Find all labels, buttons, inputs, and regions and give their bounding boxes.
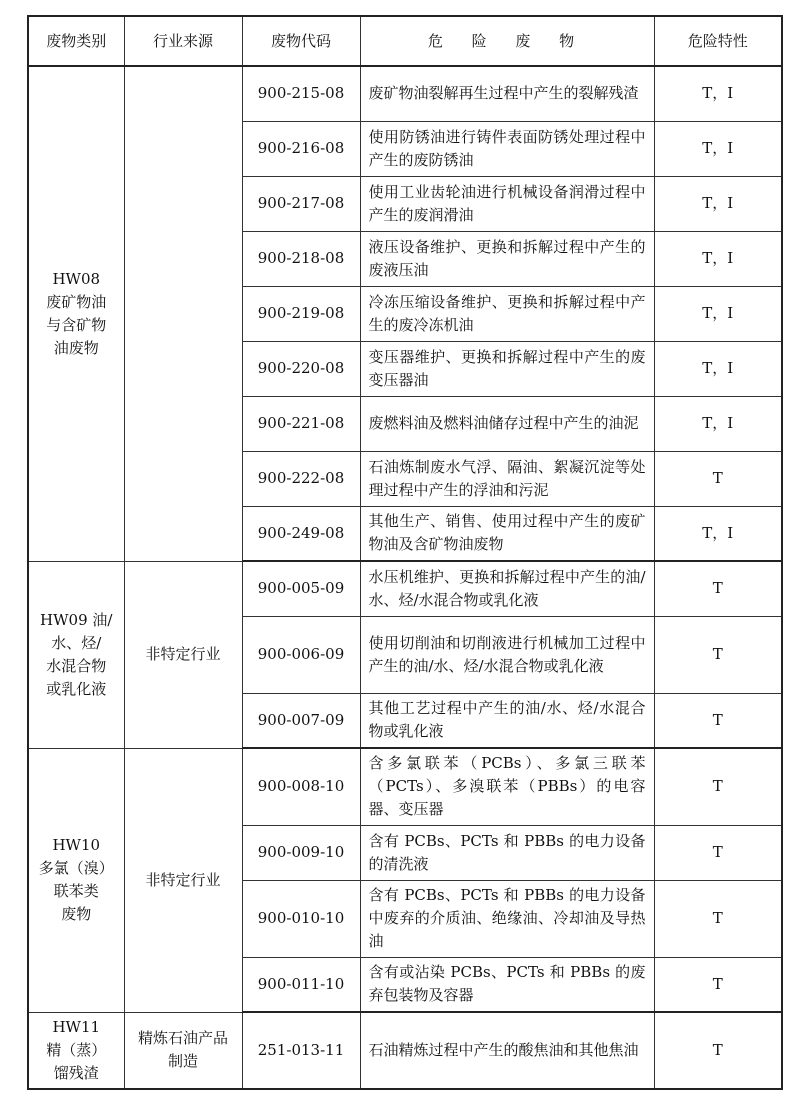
waste-code: 900-216-08 (242, 121, 360, 176)
waste-description: 使用切削油和切削液进行机械加工过程中产生的油/水、烃/水混合物或乳化液 (360, 616, 654, 693)
waste-description: 冷冻压缩设备维护、更换和拆解过程中产生的废冷冻机油 (360, 286, 654, 341)
category-line: HW11 (52, 1017, 101, 1036)
table-row (28, 748, 782, 825)
waste-description: 变压器维护、更换和拆解过程中产生的废变压器油 (360, 341, 654, 396)
waste-description: 其他工艺过程中产生的油/水、烃/水混合物或乳化液 (360, 693, 654, 748)
category-line: 废矿物油 (46, 292, 107, 311)
waste-code: 900-009-10 (242, 825, 360, 880)
waste-code: 900-218-08 (242, 231, 360, 286)
hazard-feature: T，I (654, 506, 782, 561)
waste-description: 石油炼制废水气浮、隔油、絮凝沉淀等处理过程中产生的浮油和污泥 (360, 451, 654, 506)
industry-cell-hw11: 精炼石油产品制造 (124, 1012, 242, 1089)
waste-code: 900-008-10 (242, 748, 360, 825)
waste-code: 900-010-10 (242, 880, 360, 957)
hazard-feature: T (654, 957, 782, 1012)
waste-description: 含有 PCBs、PCTs 和 PBBs 的电力设备的清洗液 (360, 825, 654, 880)
waste-description: 水压机维护、更换和拆解过程中产生的油/水、烃/水混合物或乳化液 (360, 561, 654, 616)
waste-code: 900-220-08 (242, 341, 360, 396)
category-line: HW08 (52, 269, 101, 288)
industry-cell-hw09: 非特定行业 (124, 561, 242, 748)
industry-cell-hw10: 非特定行业 (124, 748, 242, 1012)
hazard-feature: T (654, 451, 782, 506)
category-line: 水、烃/ (51, 633, 102, 652)
header-hazard: 危 险 废 物 (360, 16, 654, 66)
header-industry: 行业来源 (124, 16, 242, 66)
waste-description: 废矿物油裂解再生过程中产生的裂解残渣 (360, 66, 654, 121)
header-feature: 危险特性 (654, 16, 782, 66)
waste-code: 900-249-08 (242, 506, 360, 561)
waste-code: 900-005-09 (242, 561, 360, 616)
waste-code: 900-217-08 (242, 176, 360, 231)
waste-description: 含有或沾染 PCBs、PCTs 和 PBBs 的废弃包装物及容器 (360, 957, 654, 1012)
table-row (28, 561, 782, 616)
hazard-feature: T，I (654, 396, 782, 451)
category-cell-hw10 (28, 748, 124, 1012)
category-line: 或乳化液 (46, 679, 107, 698)
waste-code: 900-221-08 (242, 396, 360, 451)
header-row (28, 16, 782, 66)
waste-code: 900-222-08 (242, 451, 360, 506)
waste-code: 900-215-08 (242, 66, 360, 121)
hazard-feature: T (654, 748, 782, 825)
table-row (28, 66, 782, 121)
category-line: 馏残渣 (53, 1063, 99, 1082)
hazard-feature: T，I (654, 231, 782, 286)
hazard-feature: T (654, 561, 782, 616)
header-category: 废物类别 (28, 16, 124, 66)
hazard-feature: T，I (654, 66, 782, 121)
industry-cell-hw08 (124, 66, 242, 561)
waste-code: 900-007-09 (242, 693, 360, 748)
hazard-feature: T (654, 693, 782, 748)
waste-description: 废燃料油及燃料油储存过程中产生的油泥 (360, 396, 654, 451)
category-line: 与含矿物 (46, 315, 107, 334)
waste-description: 使用防锈油进行铸件表面防锈处理过程中产生的废防锈油 (360, 121, 654, 176)
category-line: 油废物 (53, 338, 99, 357)
category-cell-hw11 (28, 1012, 124, 1089)
header-code: 废物代码 (242, 16, 360, 66)
waste-description: 其他生产、销售、使用过程中产生的废矿物油及含矿物油废物 (360, 506, 654, 561)
hazard-feature: T (654, 880, 782, 957)
waste-code: 900-219-08 (242, 286, 360, 341)
category-line: 联苯类 (53, 882, 99, 900)
hazard-feature: T，I (654, 341, 782, 396)
waste-description: 含多氯联苯（PCBs）、多氯三联苯（PCTs）、多溴联苯（PBBs）的电容器、变压器 (360, 748, 654, 825)
category-line: 水混合物 (46, 656, 107, 675)
category-line: 精（蒸） (46, 1040, 107, 1059)
waste-code: 900-011-10 (242, 957, 360, 1012)
hazard-feature: T (654, 1012, 782, 1089)
waste-description: 使用工业齿轮油进行机械设备润滑过程中产生的废润滑油 (360, 176, 654, 231)
hazard-feature: T，I (654, 121, 782, 176)
category-cell-hw09 (28, 561, 124, 748)
hazard-feature: T (654, 825, 782, 880)
table-row (28, 1012, 782, 1089)
waste-description: 液压设备维护、更换和拆解过程中产生的废液压油 (360, 231, 654, 286)
waste-code: 251-013-11 (242, 1012, 360, 1089)
hazardous-waste-table (27, 15, 783, 1090)
hazard-feature: T，I (654, 286, 782, 341)
waste-description: 含有 PCBs、PCTs 和 PBBs 的电力设备中废弃的介质油、绝缘油、冷却油及导热油 (360, 880, 654, 957)
category-line: HW09 油/ (40, 610, 113, 629)
hazard-feature: T，I (654, 176, 782, 231)
hazard-feature: T (654, 616, 782, 693)
category-cell-hw08 (28, 66, 124, 561)
category-line: 废物 (61, 905, 92, 923)
category-line: 多氯（溴） (38, 859, 114, 877)
category-line: HW10 (52, 836, 101, 854)
waste-description: 石油精炼过程中产生的酸焦油和其他焦油 (360, 1012, 654, 1089)
waste-code: 900-006-09 (242, 616, 360, 693)
